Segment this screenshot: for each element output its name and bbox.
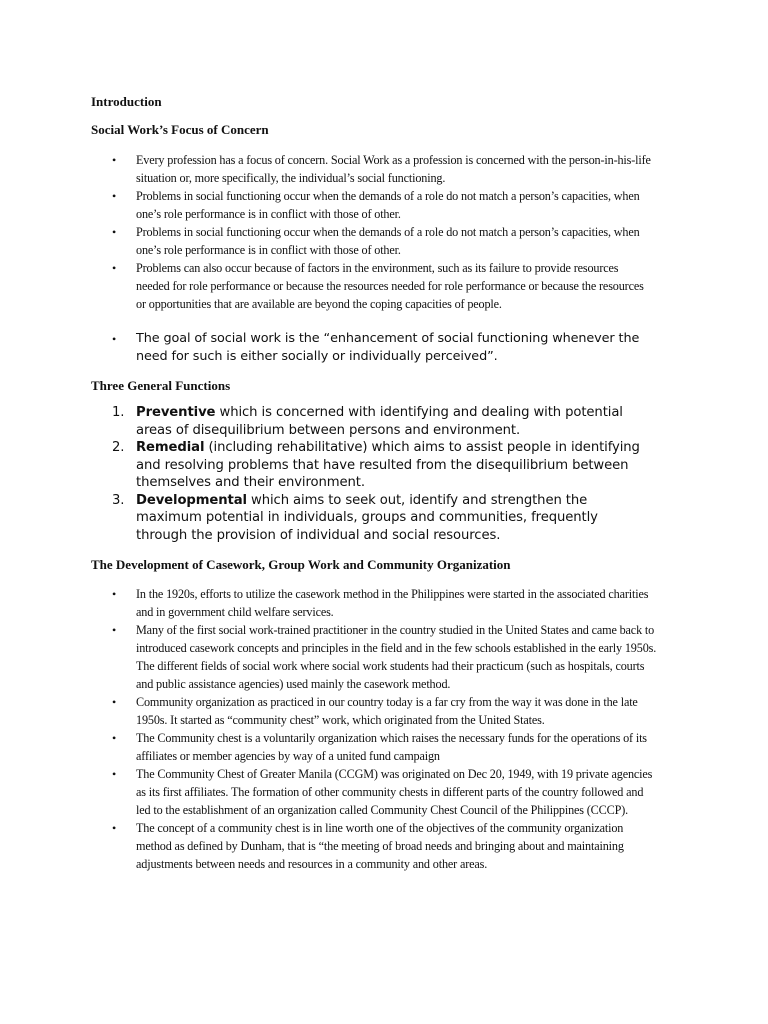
- list-item: • Problems in social functioning occur when the demands of a role do not match a person’s capacities, when one’s role performance is in conflict with those of other.: [112, 225, 640, 257]
- bullet-icon: •: [112, 623, 117, 637]
- bullet-icon: •: [112, 225, 117, 239]
- heading-development: The Development of Casework, Group Work and Community Organization: [91, 557, 511, 572]
- bullet-icon: •: [112, 731, 117, 745]
- heading-three-functions: Three General Functions: [91, 378, 231, 393]
- list-item: • The Community Chest of Greater Manila (CCGM) was originated on Dec 20, 1949, with 19 private agencies as its first affiliates. The formation of other community chests in different parts of the country followed and led to the establishment of an organization called Community Chest Council of the Philippines (CCCP).: [112, 767, 653, 817]
- list-item: • Problems in social functioning occur when the demands of a role do not match a person’s capacities, when one’s role performance is in conflict with those of other.: [112, 189, 640, 221]
- bullet-icon: •: [112, 261, 117, 275]
- list-item: • The Community chest is a voluntarily organization which raises the necessary funds for the operations of its affiliates or member agencies by way of a united fund campaign: [112, 731, 647, 763]
- list-item: • In the 1920s, efforts to utilize the casework method in the Philippines were started in the associated charities and in government child welfare services.: [112, 587, 649, 619]
- list-item: • Every profession has a focus of concern. Social Work as a profession is concerned with the person-in-his-life situation or, more specifically, the individual’s social functioning.: [112, 153, 651, 185]
- function-item-remedial: 2. Remedial (including rehabilitative) which aims to assist people in identifying and resolving problems that have resulted from the disequilibrium between themselves and their environment.: [112, 440, 640, 490]
- functions-numbered-list: [112, 404, 652, 544]
- list-item: • Many of the first social work-trained practitioner in the country studied in the United States and came back to introduced casework concepts and principles in the field and in the few schools established in the early 1950s. The different fields of social work where social work students had their practicum (such as hospitals, courts and public assistance agencies) used mainly the casework method.: [112, 623, 657, 691]
- bullet-icon: •: [112, 332, 117, 346]
- bullet-icon: •: [112, 587, 117, 601]
- goal-statement: • The goal of social work is the “enhancement of social functioning whenever the need for such is either socially or individually perceived”.: [112, 331, 640, 364]
- bullet-icon: •: [112, 153, 117, 167]
- bullet-icon: •: [112, 821, 117, 835]
- bullet-icon: •: [112, 695, 117, 709]
- heading-focus-of-concern: Social Work’s Focus of Concern: [91, 122, 269, 137]
- goal-item-wrapper: [112, 330, 652, 366]
- development-bullet-list: [112, 585, 657, 873]
- function-item-developmental: 3. Developmental which aims to seek out, identify and strengthen the maximum potential in individuals, groups and communities, frequently through the provision of individual and social resources.: [112, 492, 598, 543]
- bullet-icon: •: [112, 189, 117, 203]
- heading-introduction: Introduction: [91, 94, 162, 109]
- focus-bullet-list: [112, 151, 652, 313]
- list-item: • Community organization as practiced in our country today is a far cry from the way it was done in the late 1950s. It started as “community chest” work, which originated from the United States.: [112, 695, 638, 727]
- list-item: • Problems can also occur because of factors in the environment, such as its failure to provide resources needed for role performance or because the resources needed for role performance or because the resources or opportunities that are available are beyond the coping capacities of people.: [112, 261, 644, 311]
- function-item-preventive: 1. Preventive which is concerned with identifying and dealing with potential areas of disequilibrium between persons and environment.: [112, 405, 623, 438]
- list-item: • The concept of a community chest is in line worth one of the objectives of the community organization method as defined by Dunham, that is “the meeting of broad needs and bringing about and maintaining adjustments between needs and resources in a community and other areas.: [112, 821, 624, 871]
- bullet-icon: •: [112, 767, 117, 781]
